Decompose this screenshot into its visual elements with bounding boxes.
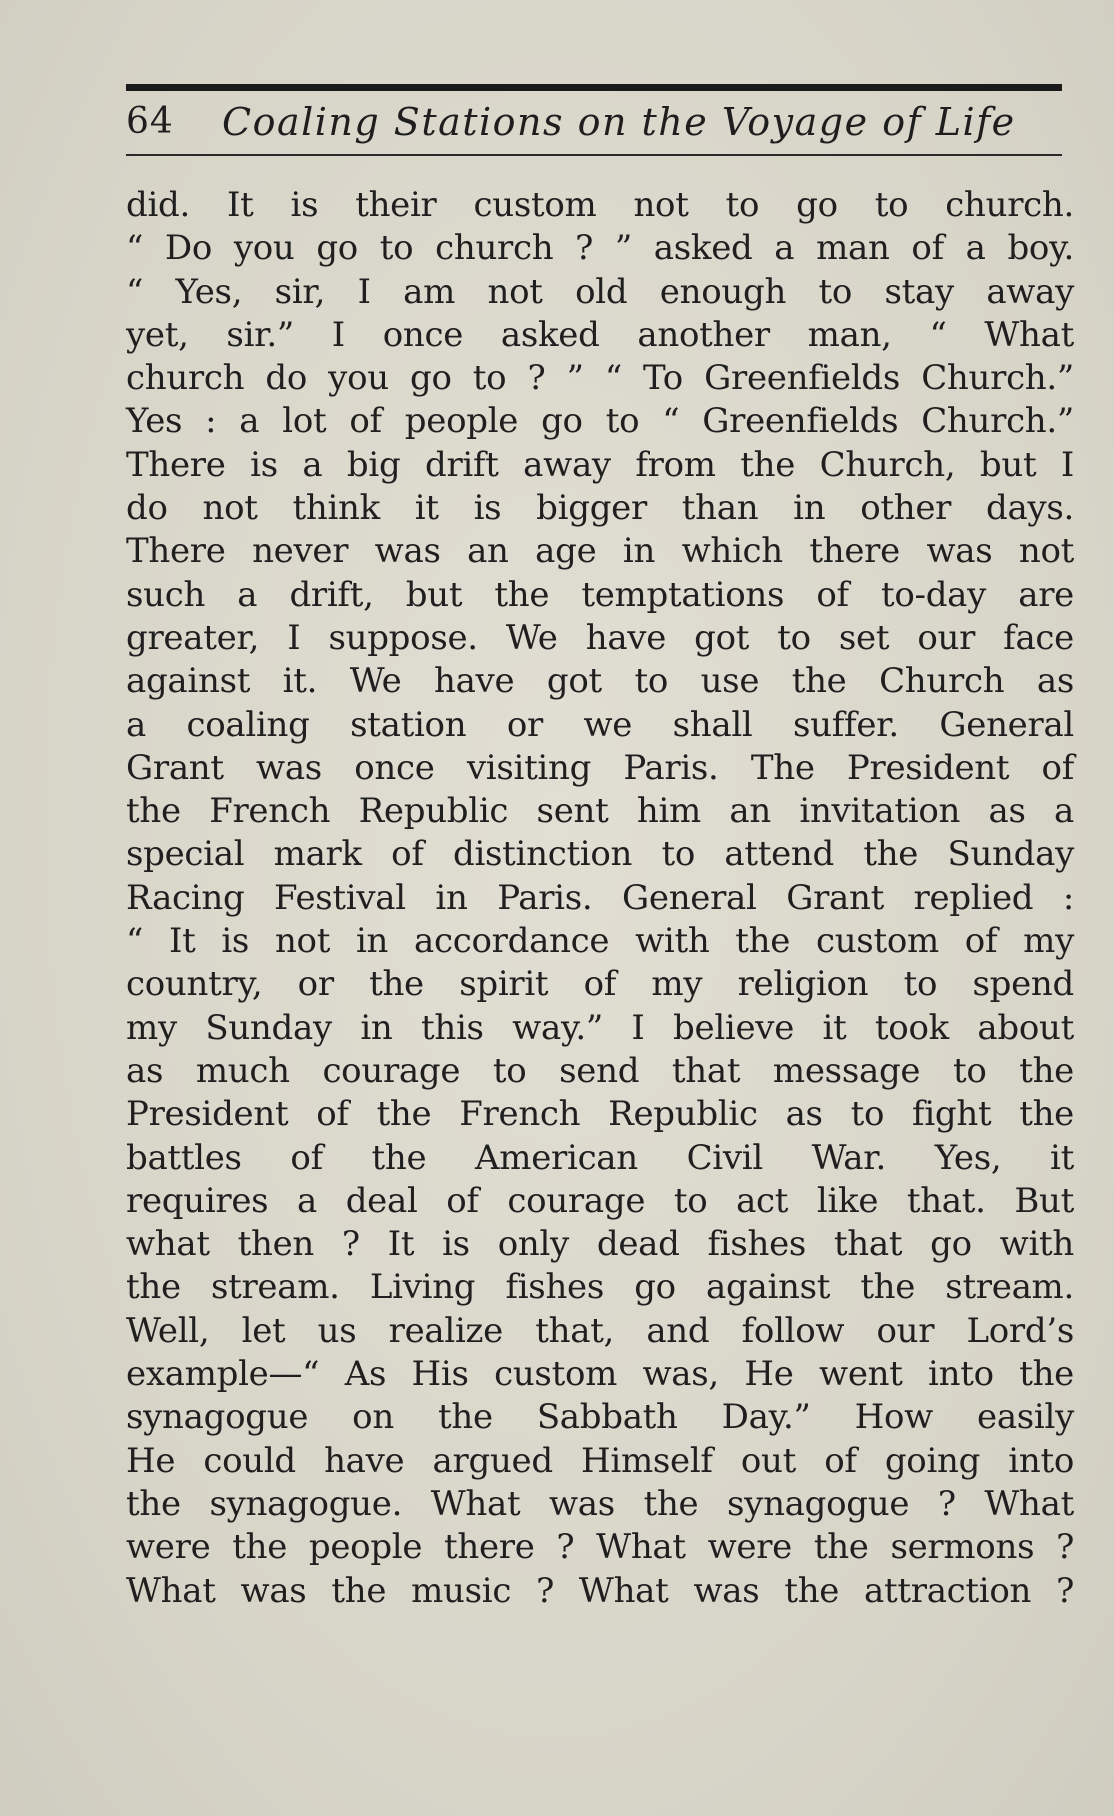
text-line: the synagogue. What was the synagogue ? What (126, 1483, 1074, 1524)
text-line: example—“ As His custom was, He went into the (126, 1354, 1074, 1395)
text-line: were the people there ? What were the sermons ? (126, 1527, 1074, 1568)
text-line: synagogue on the Sabbath Day.” How easily (126, 1397, 1074, 1438)
text-line: Grant was once visiting Paris. The President of (126, 747, 1074, 788)
text-line: requires a deal of courage to act like that. But (126, 1180, 1074, 1221)
body-text (126, 184, 1074, 1613)
text-line: What was the music ? What was the attraction ? (126, 1570, 1074, 1611)
text-line: the French Republic sent him an invitation as a (126, 791, 1074, 832)
text-line: special mark of distinction to attend the Sunday (126, 834, 1074, 875)
text-line: such a drift, but the temptations of to-day are (126, 574, 1074, 615)
page-number: 64 (126, 101, 174, 142)
text-line: Well, let us realize that, and follow our Lord’s (126, 1310, 1074, 1351)
text-line: do not think it is bigger than in other days. (126, 488, 1074, 529)
text-line: Yes : a lot of people go to “ Greenfields Church.” (126, 401, 1074, 442)
text-line: church do you go to ? ” “ To Greenfields Church.” (126, 358, 1074, 399)
text-line: Racing Festival in Paris. General Grant replied : (126, 877, 1074, 918)
text-line: a coaling station or we shall suffer. General (126, 704, 1074, 745)
text-line: “ Yes, sir, I am not old enough to stay away (126, 271, 1074, 312)
text-line: against it. We have got to use the Church as (126, 661, 1074, 702)
text-line: did. It is their custom not to go to church. (126, 185, 1074, 225)
header-top-rule (126, 84, 1062, 91)
text-line: my Sunday in this way.” I believe it took about (126, 1007, 1074, 1048)
running-title: Coaling Stations on the Voyage of Life (222, 100, 1016, 144)
text-line: what then ? It is only dead fishes that go with (126, 1224, 1074, 1265)
text-line: yet, sir.” I once asked another man, “ What (126, 314, 1074, 355)
text-line: greater, I suppose. We have got to set our face (126, 617, 1074, 658)
text-line: “ Do you go to church ? ” asked a man of a boy. (126, 228, 1074, 269)
text-line: country, or the spirit of my religion to spend (126, 964, 1074, 1005)
page-header (126, 96, 1062, 152)
text-line: There never was an age in which there was not (126, 531, 1074, 572)
text-line: as much courage to send that message to the (126, 1050, 1074, 1091)
text-line: battles of the American Civil War. Yes, it (126, 1137, 1074, 1178)
text-line: “ It is not in accordance with the custom of my (126, 921, 1074, 962)
text-line: He could have argued Himself out of going into (126, 1440, 1074, 1481)
header-under-rule (126, 154, 1062, 156)
text-line: There is a big drift away from the Church, but I (126, 444, 1074, 485)
text-line: President of the French Republic as to fight the (126, 1094, 1074, 1135)
text-line: the stream. Living fishes go against the stream. (126, 1267, 1074, 1308)
